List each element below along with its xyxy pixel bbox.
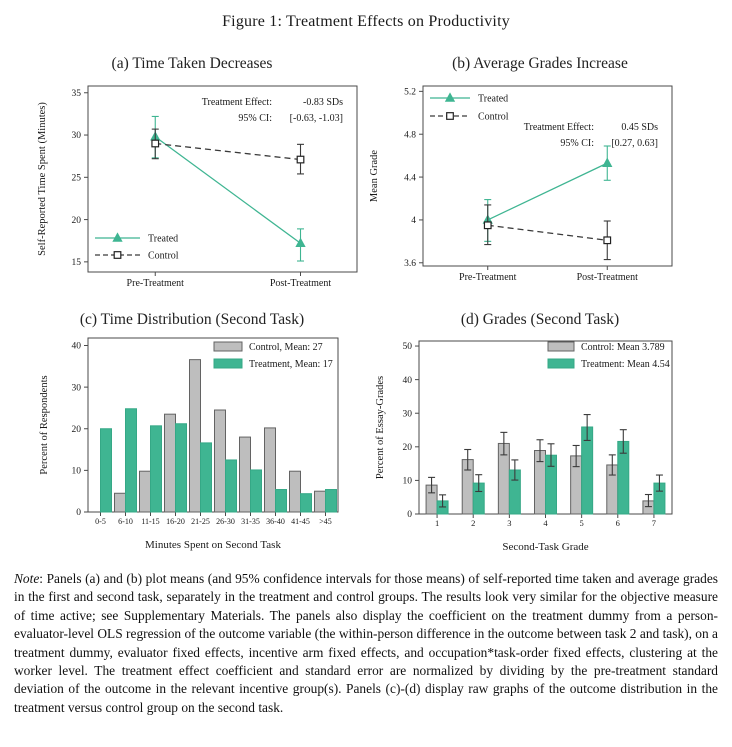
svg-text:Pre-Treatment: Pre-Treatment [126, 278, 184, 289]
y-axis [369, 88, 423, 269]
svg-text:95% CI:: 95% CI: [560, 138, 594, 149]
treatment-effect-annotation [202, 97, 343, 124]
svg-text:Treatment Effect:: Treatment Effect: [523, 122, 594, 133]
panel-d-chart [366, 334, 714, 554]
svg-text:4.4: 4.4 [404, 173, 416, 184]
svg-text:50: 50 [402, 342, 412, 353]
svg-text:Minutes Spent on Second Task: Minutes Spent on Second Task [145, 539, 281, 551]
svg-text:7: 7 [651, 518, 657, 528]
panel-d-title: (d) Grades (Second Task) [460, 311, 620, 328]
svg-text:[0.27, 0.63]: [0.27, 0.63] [611, 138, 658, 149]
panel-c-chart [18, 334, 366, 554]
legend [214, 342, 333, 370]
svg-text:Post-Treatment: Post-Treatment [576, 272, 638, 283]
svg-text:Post-Treatment: Post-Treatment [269, 278, 332, 289]
figure-note [14, 570, 718, 717]
svg-text:Self-Reported Time Spent (Minu: Self-Reported Time Spent (Minutes) [37, 102, 48, 256]
svg-text:0-5: 0-5 [95, 517, 106, 526]
svg-text:95% CI:: 95% CI: [238, 113, 272, 124]
legend [430, 93, 509, 122]
svg-text:Treatment Effect:: Treatment Effect: [201, 97, 272, 108]
svg-text:Pre-Treatment: Pre-Treatment [459, 272, 517, 283]
svg-text:30: 30 [71, 383, 81, 394]
plot-frame [423, 86, 672, 266]
svg-text:Control: Control [148, 250, 179, 262]
note-text: : Panels (a) and (b) plot means (and 95% confidence intervals for those means) of self-reported time taken and average grades in the first and second task, separately in the treatment and control groups. The results look very similar for the objective measure of time active; see Supplementary Materials. The panels also display the coefficient on the treatment dummy from a person-evaluator-level OLS regression of the outcome variable (the within-person difference in the outcome between task 2 and task), on a treatment dummy, evaluator fixed effects, incentive arm fixed effects, and occupation*task-order fixed effects, clustering at the worker level. The treatment effect coefficient and standard error are normalized by dividing by the pre-treatment standard deviation of the outcome in the relevant incentive group(s). Panels (c)-(d) display raw graphs of the outcome distribution in the treatment versus control group on the second task. [14, 571, 718, 715]
svg-text:Control: Mean 3.789: Control: Mean 3.789 [581, 342, 665, 353]
panel-d [366, 298, 714, 554]
svg-text:Mean Grade: Mean Grade [369, 149, 380, 203]
svg-text:36-40: 36-40 [266, 517, 285, 526]
svg-text:Treatment, Mean: 17: Treatment, Mean: 17 [249, 359, 333, 370]
svg-text:3: 3 [507, 518, 512, 528]
svg-text:30: 30 [402, 409, 412, 420]
svg-text:4: 4 [411, 216, 416, 227]
svg-text:Percent of Respondents: Percent of Respondents [39, 375, 50, 475]
svg-text:3.6: 3.6 [404, 258, 416, 269]
svg-text:Treated: Treated [478, 93, 509, 105]
svg-text:10: 10 [402, 476, 412, 487]
bar-series-0 [115, 360, 326, 512]
svg-text:Control: Control [478, 111, 509, 123]
x-axis [95, 512, 332, 551]
svg-text:30: 30 [71, 131, 81, 142]
svg-text:[-0.63, -1.03]: [-0.63, -1.03] [289, 113, 343, 124]
svg-text:40: 40 [402, 375, 412, 386]
svg-text:10: 10 [71, 466, 81, 477]
svg-text:Treated: Treated [148, 233, 179, 245]
svg-text:1: 1 [434, 518, 440, 528]
svg-text:20: 20 [402, 443, 412, 454]
legend [548, 342, 670, 370]
panel-a-title: (a) Time Taken Decreases [111, 55, 273, 72]
svg-text:Second-Task Grade: Second-Task Grade [502, 541, 589, 553]
svg-text:20: 20 [71, 215, 81, 226]
svg-text:Percent of Essay-Grades: Percent of Essay-Grades [375, 375, 386, 480]
panel-c-title: (c) Time Distribution (Second Task) [79, 311, 305, 328]
note-label: Note [14, 571, 40, 586]
svg-text:20: 20 [71, 424, 81, 435]
panel-grid [0, 41, 732, 554]
svg-text:41-45: 41-45 [291, 517, 310, 526]
svg-text:6-10: 6-10 [118, 517, 133, 526]
svg-text:5.2: 5.2 [404, 87, 416, 98]
treatment-effect-annotation [524, 122, 658, 149]
svg-text:25: 25 [71, 173, 81, 184]
svg-text:4.8: 4.8 [404, 130, 416, 141]
svg-text:35: 35 [71, 88, 81, 99]
panel-c [18, 298, 366, 554]
x-axis [435, 514, 656, 553]
x-axis [127, 272, 332, 289]
svg-text:5: 5 [579, 518, 584, 528]
svg-text:0: 0 [76, 508, 81, 519]
panel-b-chart [366, 78, 714, 298]
bars [101, 360, 337, 512]
legend [95, 233, 179, 261]
panel-a-chart [18, 78, 366, 298]
svg-text:0.45 SDs: 0.45 SDs [621, 122, 658, 133]
svg-text:0: 0 [407, 510, 412, 521]
panel-b-title: (b) Average Grades Increase [452, 55, 628, 72]
svg-text:6: 6 [615, 518, 620, 528]
svg-text:2: 2 [471, 518, 476, 528]
panel-a [18, 41, 366, 298]
svg-text:16-20: 16-20 [166, 517, 185, 526]
svg-text:>45: >45 [319, 517, 332, 526]
figure-title: Figure 1: Treatment Effects on Productivity [222, 13, 510, 30]
svg-text:15: 15 [71, 258, 81, 269]
x-axis [459, 266, 638, 283]
svg-text:-0.83 SDs: -0.83 SDs [302, 97, 343, 108]
svg-text:21-25: 21-25 [191, 517, 210, 526]
panel-b [366, 41, 714, 298]
y-axis [37, 89, 88, 268]
bars [426, 427, 665, 514]
svg-text:4: 4 [543, 518, 548, 528]
svg-text:Treatment: Mean 4.54: Treatment: Mean 4.54 [581, 359, 670, 370]
svg-text:11-15: 11-15 [141, 517, 160, 526]
svg-text:40: 40 [71, 341, 81, 352]
svg-text:26-30: 26-30 [216, 517, 235, 526]
y-axis [39, 342, 88, 519]
y-axis [375, 342, 419, 520]
svg-text:31-35: 31-35 [241, 517, 260, 526]
svg-text:Control, Mean: 27: Control, Mean: 27 [249, 342, 323, 353]
